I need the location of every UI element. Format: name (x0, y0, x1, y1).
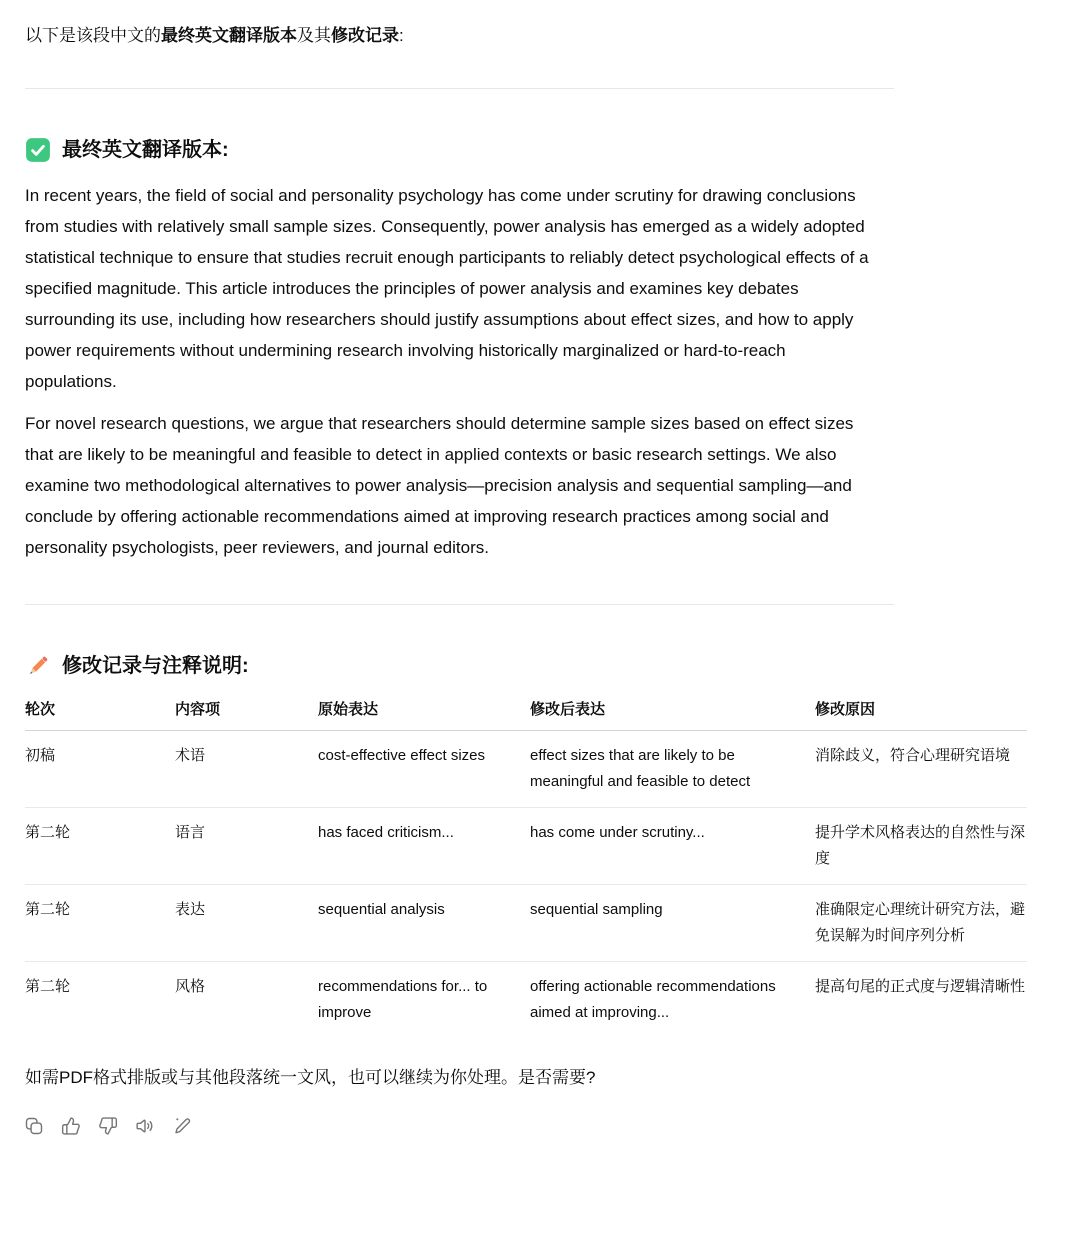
table-cell: 第二轮 (25, 885, 175, 962)
thumbs-down-button[interactable] (94, 1112, 122, 1140)
edit-button[interactable] (168, 1112, 196, 1140)
intro-bold-revisions: 修改记录 (331, 26, 399, 45)
table-cell: 风格 (175, 978, 206, 995)
translation-paragraph-2: For novel research questions, we argue that researchers should determine sample sizes based on effect sizes that are likely to be meaningful and feasible to detect in applied contexts or basic research settings. We also examine two methodological alternatives to power analysis—precision analysis and sequential sampling—and conclude by offering actionable recommendations aimed at improving research practices among social and personality psychologists, peer reviewers, and journal editors. (25, 414, 854, 557)
intro-suffix: : (399, 26, 404, 45)
table-cell: cost-effective effect sizes (318, 731, 530, 808)
revision-table (25, 697, 1027, 1038)
table-cell: 第二轮 (25, 808, 175, 885)
table-cell: 术语 (175, 731, 318, 808)
revision-heading-text: 修改记录与注释说明: (62, 655, 249, 677)
revision-heading (25, 651, 1055, 681)
thumbs-up-button[interactable] (57, 1112, 85, 1140)
table-cell: 表达 (175, 885, 318, 962)
table-cell: offering actionable recommendations aimed at improving... (530, 978, 776, 1021)
thumbs-down-icon (98, 1116, 118, 1136)
read-aloud-icon (135, 1116, 155, 1136)
table-header-row (25, 697, 1027, 731)
column-header-revised: 修改后表达 (530, 697, 815, 731)
pencil-emoji-icon (25, 653, 51, 679)
intro-text (25, 22, 885, 50)
section-divider (25, 88, 894, 89)
intro-prefix: 以下是该段中文的 (25, 26, 161, 45)
intro-middle: 及其 (297, 26, 331, 45)
intro-bold-translation: 最终英文翻译版本 (161, 26, 297, 45)
table-row (25, 731, 1027, 808)
table-cell: 提高句尾的正式度与逻辑清晰性 (815, 978, 1026, 995)
table-cell: 消除歧义，符合心理研究语境 (815, 731, 1027, 808)
section-divider (25, 604, 894, 605)
table-cell: sequential analysis (318, 885, 530, 962)
table-row (25, 808, 1027, 885)
table-cell: 初稿 (25, 731, 175, 808)
column-header-reason: 修改原因 (815, 697, 1027, 731)
table-cell: has faced criticism... (318, 808, 530, 885)
table-cell: 提升学术风格表达的自然性与深度 (815, 808, 1027, 885)
thumbs-up-icon (61, 1116, 81, 1136)
table-row (25, 885, 1027, 962)
translation-heading (25, 135, 1055, 165)
column-header-round: 轮次 (25, 697, 175, 731)
translation-heading-text: 最终英文翻译版本: (62, 139, 229, 161)
table-cell: 准确限定心理统计研究方法，避免误解为时间序列分析 (815, 885, 1027, 962)
table-row (25, 962, 1027, 1039)
table-cell: sequential sampling (530, 885, 815, 962)
table-cell: has come under scrutiny... (530, 808, 815, 885)
edit-icon (172, 1116, 192, 1136)
column-header-original: 原始表达 (318, 697, 530, 731)
translation-paragraph-1: In recent years, the field of social and personality psychology has come under scrutiny for drawing conclusions from studies with relatively small sample sizes. Consequently, power analysis has emerged as a widely adopted statistical technique to ensure that studies recruit enough participants to reliably detect psychological effects of a specified magnitude. This article introduces the principles of power analysis and examines key debates surrounding its use, including how researchers should justify assumptions about effect sizes, and how to apply power requirements without undermining research involving historically marginalized or hard-to-reach populations. (25, 186, 869, 391)
table-cell: effect sizes that are likely to be meaningful and feasible to detect (530, 731, 815, 808)
table-cell: 第二轮 (25, 978, 71, 995)
closing-question: 如需PDF格式排版或与其他段落统一文风，也可以继续为你处理。是否需要? (25, 1068, 596, 1087)
table-cell: 语言 (175, 808, 318, 885)
table-cell: recommendations for... to improve (318, 978, 488, 1021)
copy-icon (24, 1116, 44, 1136)
copy-button[interactable] (20, 1112, 48, 1140)
check-mark-emoji-icon (25, 137, 51, 163)
action-bar (20, 1112, 1055, 1140)
read-aloud-button[interactable] (131, 1112, 159, 1140)
column-header-item: 内容项 (175, 697, 318, 731)
